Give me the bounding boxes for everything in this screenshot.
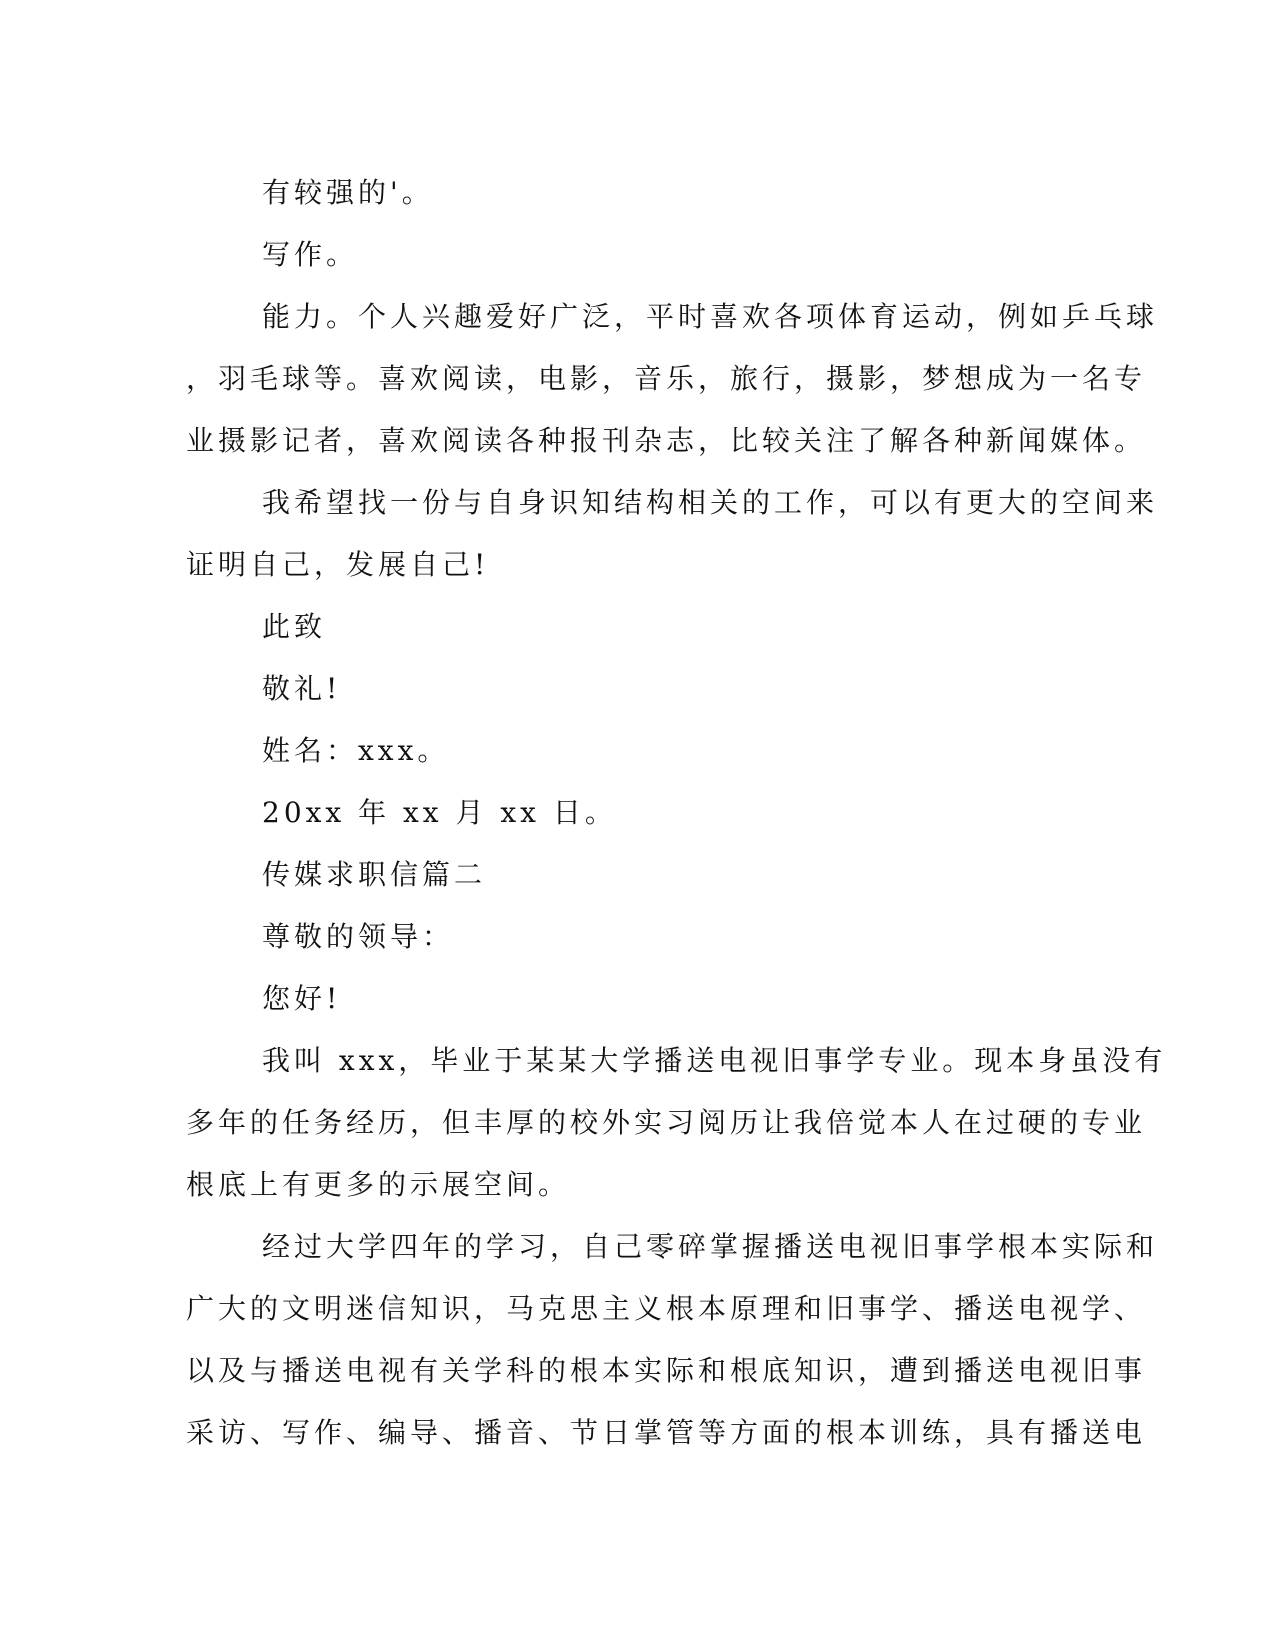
salutation: 尊敬的领导： (262, 920, 455, 953)
signature-name: 姓名：xxx。 (262, 734, 450, 767)
text-line: 业摄影记者，喜欢阅读各种报刊杂志，比较关注了解各种新闻媒体。 (186, 424, 1147, 457)
text-line: 证明自己，发展自己! (186, 548, 490, 581)
letter-body (186, 162, 1167, 1464)
text-line: 能力。个人兴趣爱好广泛，平时喜欢各项体育运动，例如乒乓球 (262, 300, 1159, 333)
closing-line: 此致 (262, 610, 327, 643)
text-line: 经过大学四年的学习，自己零碎掌握播送电视旧事学根本实际和 (262, 1230, 1159, 1263)
text-line: 广大的文明迷信知识，马克思主义根本原理和旧事学、播送电视学、 (186, 1292, 1147, 1325)
text-line: ，羽毛球等。喜欢阅读，电影，音乐，旅行，摄影，梦想成为一名专 (186, 362, 1147, 395)
text-line: 根底上有更多的示展空间。 (186, 1168, 571, 1201)
closing-line: 敬礼! (262, 672, 342, 705)
text-line: 有较强的'。 (262, 176, 434, 209)
signature-date: 20xx 年 xx 月 xx 日。 (262, 796, 617, 829)
text-line: 我叫 xxx，毕业于某某大学播送电视旧事学专业。现本身虽没有 (262, 1044, 1167, 1077)
section-title: 传媒求职信篇二 (262, 858, 487, 891)
greeting: 您好! (262, 982, 342, 1015)
text-line: 多年的任务经历，但丰厚的校外实习阅历让我倍觉本人在过硬的专业 (186, 1106, 1147, 1139)
text-line: 我希望找一份与自身识知结构相关的工作，可以有更大的空间来 (262, 486, 1159, 519)
text-line: 以及与播送电视有关学科的根本实际和根底知识，遭到播送电视旧事 (186, 1354, 1147, 1387)
text-line: 写作。 (262, 238, 359, 271)
text-line: 采访、写作、编导、播音、节日掌管等方面的根本训练，具有播送电 (186, 1416, 1147, 1449)
